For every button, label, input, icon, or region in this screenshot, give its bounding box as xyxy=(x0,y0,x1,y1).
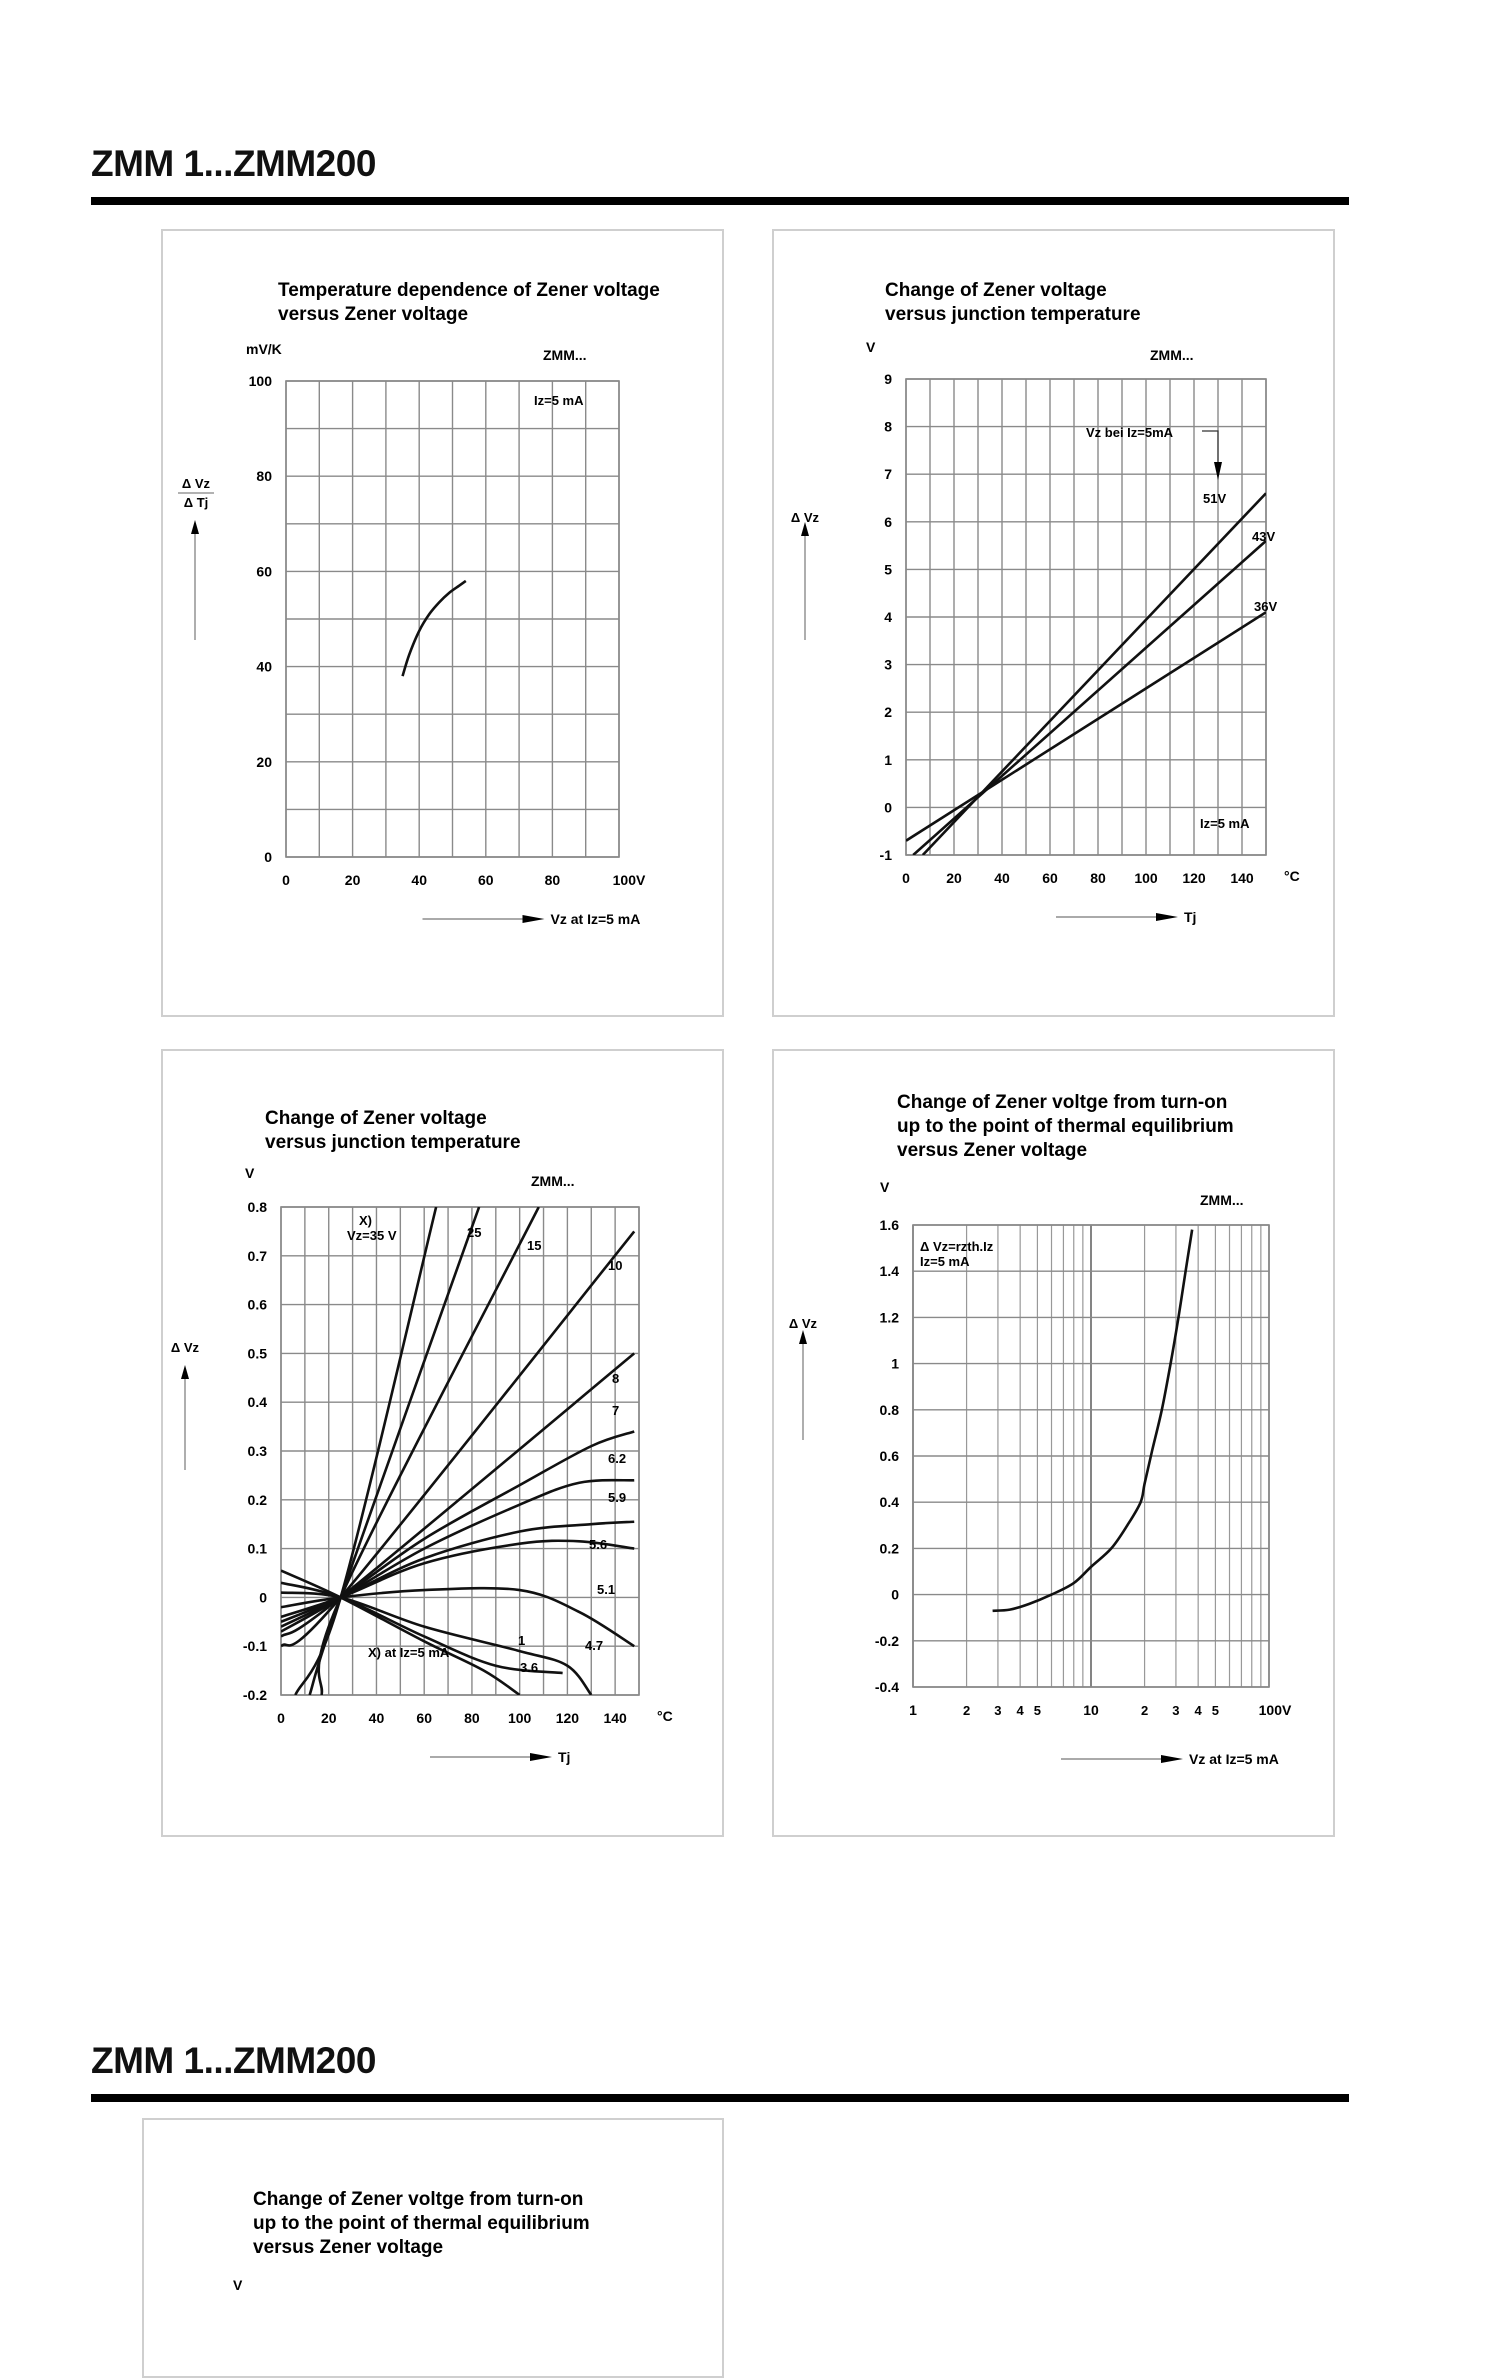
x-tick-label: 20 xyxy=(946,870,962,886)
chart-title: versus Zener voltage xyxy=(278,304,469,325)
series-label: 25 xyxy=(467,1225,482,1240)
page-title: ZMM 1...ZMM200 xyxy=(91,143,376,184)
x-tick-label: 140 xyxy=(1230,870,1254,886)
series-label: 5.1 xyxy=(597,1582,616,1597)
arrow-up-icon xyxy=(181,1365,189,1379)
arrow-right-icon xyxy=(530,1753,552,1761)
x-axis-label: Vz at Iz=5 mA xyxy=(550,911,641,927)
y-tick-label: 60 xyxy=(256,563,272,580)
y-tick-label: 1.2 xyxy=(879,1309,899,1326)
x-axis-label: Tj xyxy=(558,1749,571,1765)
arrow-down-icon xyxy=(1214,462,1222,480)
chart-title: up to the point of thermal equilibrium xyxy=(253,2213,590,2234)
x-tick-label: 40 xyxy=(994,870,1010,886)
series-label: 4.7 xyxy=(585,1638,604,1653)
y-tick-label: 0.1 xyxy=(247,1540,267,1557)
y-tick-label: 2 xyxy=(884,704,892,721)
y-axis-label: Δ Vz xyxy=(181,476,211,491)
series-label: 10 xyxy=(608,1258,623,1273)
series-line-Iz=5 mA xyxy=(993,1230,1193,1611)
y-unit-label: mV/K xyxy=(246,341,282,357)
y-tick-label: 0 xyxy=(264,849,272,865)
y-tick-label: -0.1 xyxy=(242,1638,267,1655)
x-axis-label: Tj xyxy=(1184,909,1197,925)
y-tick-label: -0.4 xyxy=(874,1679,899,1695)
x-axis-label: Vz at Iz=5 mA xyxy=(1189,1751,1279,1767)
arrow-up-icon xyxy=(799,1330,807,1344)
y-tick-label: -1 xyxy=(879,847,892,863)
y-tick-label: 0.6 xyxy=(879,1448,899,1464)
y-tick-label: 0 xyxy=(891,1586,899,1603)
series-label: 8 xyxy=(612,1371,620,1386)
x-tick-label: 0 xyxy=(282,872,290,888)
annotation: X) at Iz=5 mA xyxy=(368,1645,450,1660)
y-tick-label: 7 xyxy=(884,466,892,483)
x-unit-label: °C xyxy=(657,1708,673,1724)
annotation: Iz=5 mA xyxy=(534,393,584,408)
x-tick-label: 10 xyxy=(1083,1702,1099,1718)
y-tick-label: 0.3 xyxy=(247,1443,267,1459)
series-label: 3.6 xyxy=(520,1660,539,1675)
y-unit-label: V xyxy=(245,1165,255,1181)
y-tick-label: 3 xyxy=(884,656,892,673)
series-line-10 xyxy=(281,1231,634,1646)
chart-title: Change of Zener voltage xyxy=(265,1108,487,1129)
y-tick-label: 8 xyxy=(884,418,892,435)
series-tag: ZMM... xyxy=(1150,347,1194,363)
x-tick-label: 100V xyxy=(1258,1702,1292,1718)
chart-title: versus junction temperature xyxy=(265,1132,521,1153)
y-tick-label: 0.4 xyxy=(247,1394,267,1411)
y-tick-label: -0.2 xyxy=(242,1687,267,1703)
series-tag: ZMM... xyxy=(531,1173,575,1189)
series-label: 51V xyxy=(1203,491,1227,506)
legend-note: Vz bei Iz=5mA xyxy=(1086,425,1174,440)
x-tick-label: 60 xyxy=(416,1710,432,1726)
chart-title: versus Zener voltage xyxy=(897,1140,1088,1161)
x-tick-label: 20 xyxy=(344,872,361,888)
y-tick-label: 0.4 xyxy=(879,1494,899,1511)
arrow-right-icon xyxy=(1161,1755,1183,1763)
chart-title: Change of Zener voltge from turn-on xyxy=(253,2189,584,2210)
x-tick-label: 40 xyxy=(411,872,427,888)
y-tick-label: 0 xyxy=(259,1589,267,1606)
x-tick-label: 140 xyxy=(603,1710,627,1726)
x-tick-label: 5 xyxy=(1211,1703,1220,1718)
y-axis-label: Δ Vz xyxy=(790,510,820,525)
x-tick-label: 0 xyxy=(902,870,910,886)
y-tick-label: 0.8 xyxy=(247,1199,267,1215)
chart-title: Change of Zener voltage xyxy=(885,280,1107,301)
y-tick-label: 9 xyxy=(884,371,892,387)
y-axis-label: Δ Tj xyxy=(183,495,209,510)
arrow-up-icon xyxy=(191,520,199,534)
x-tick-label: 2 xyxy=(962,1703,971,1718)
y-tick-label: 40 xyxy=(256,658,272,675)
y-axis-label: Δ Vz xyxy=(788,1316,818,1331)
x-tick-label: 4 xyxy=(1016,1703,1024,1718)
y-tick-label: 0.5 xyxy=(247,1345,267,1362)
x-tick-label: 120 xyxy=(555,1710,580,1726)
y-unit-label: V xyxy=(233,2277,243,2293)
y-tick-label: 0.7 xyxy=(247,1247,267,1264)
x-tick-label: 4 xyxy=(1194,1703,1202,1718)
chart-title: versus Zener voltage xyxy=(253,2237,444,2258)
y-tick-label: 1.6 xyxy=(879,1217,899,1233)
x-unit-label: °C xyxy=(1284,868,1300,884)
series-label: 15 xyxy=(527,1238,542,1253)
y-tick-label: 5 xyxy=(884,561,892,578)
y-tick-label: 80 xyxy=(256,468,272,485)
annotation: Iz=5 mA xyxy=(1200,816,1250,831)
y-unit-label: V xyxy=(880,1179,890,1195)
chart-title: versus junction temperature xyxy=(885,304,1141,325)
series-label: 1 xyxy=(518,1633,526,1648)
x-tick-label: 60 xyxy=(1042,870,1058,886)
x-tick-label: 2 xyxy=(1140,1703,1149,1718)
y-tick-label: 1 xyxy=(891,1355,899,1372)
y-tick-label: 0 xyxy=(884,799,892,816)
y-tick-label: 0.8 xyxy=(879,1401,899,1418)
y-tick-label: 4 xyxy=(884,609,892,625)
x-tick-label: 3 xyxy=(1172,1703,1180,1718)
arrow-right-icon xyxy=(1156,913,1178,921)
chart-title: Change of Zener voltge from turn-on xyxy=(897,1092,1228,1113)
x-tick-label: 100V xyxy=(612,872,646,888)
annotation: Δ Vz=rzth.Iz xyxy=(920,1239,994,1254)
annotation: Vz=35 V xyxy=(347,1228,397,1243)
y-unit-label: V xyxy=(866,339,876,355)
y-tick-label: 100 xyxy=(248,373,272,389)
series-line-Iz=5 mA xyxy=(403,581,466,676)
y-tick-label: 0.2 xyxy=(879,1540,899,1557)
x-tick-label: 120 xyxy=(1182,870,1206,886)
chart-title: Temperature dependence of Zener voltage xyxy=(278,280,660,301)
series-label: 36V xyxy=(1254,599,1278,614)
x-tick-label: 80 xyxy=(464,1710,480,1726)
x-tick-label: 100 xyxy=(507,1710,532,1726)
series-label: 5.9 xyxy=(608,1490,627,1505)
x-tick-label: 3 xyxy=(994,1703,1002,1718)
x-tick-label: 5 xyxy=(1033,1703,1042,1718)
annotation: Iz=5 mA xyxy=(920,1254,970,1269)
arrow-right-icon xyxy=(523,915,545,923)
series-label: 5.6 xyxy=(589,1537,608,1552)
y-tick-label: 0.2 xyxy=(247,1491,267,1508)
x-tick-label: 80 xyxy=(1090,870,1106,886)
x-tick-label: 60 xyxy=(478,872,494,888)
x-tick-label: 1 xyxy=(909,1702,917,1718)
y-tick-label: 6 xyxy=(884,513,892,530)
page-title-2: ZMM 1...ZMM200 xyxy=(91,2040,376,2081)
series-tag: ZMM... xyxy=(1200,1192,1244,1208)
y-tick-label: 0.6 xyxy=(247,1296,267,1313)
series-tag: ZMM... xyxy=(543,347,587,363)
y-axis-label: Δ Vz xyxy=(170,1340,200,1355)
series-line-36V xyxy=(906,612,1266,840)
x-tick-label: 40 xyxy=(368,1710,385,1726)
y-tick-label: -0.2 xyxy=(874,1632,899,1649)
x-tick-label: 20 xyxy=(320,1710,337,1726)
series-label: 6.2 xyxy=(608,1451,627,1466)
y-tick-label: 20 xyxy=(256,753,272,770)
y-tick-label: 1 xyxy=(884,751,892,768)
series-label: 43V xyxy=(1252,529,1276,544)
x-tick-label: 100 xyxy=(1134,870,1158,886)
x-tick-label: 0 xyxy=(277,1710,285,1726)
annotation-mark: X) xyxy=(359,1213,372,1228)
series-label: 7 xyxy=(612,1403,620,1418)
x-tick-label: 80 xyxy=(544,872,561,888)
chart-title: up to the point of thermal equilibrium xyxy=(897,1116,1234,1137)
y-tick-label: 1.4 xyxy=(879,1263,899,1280)
